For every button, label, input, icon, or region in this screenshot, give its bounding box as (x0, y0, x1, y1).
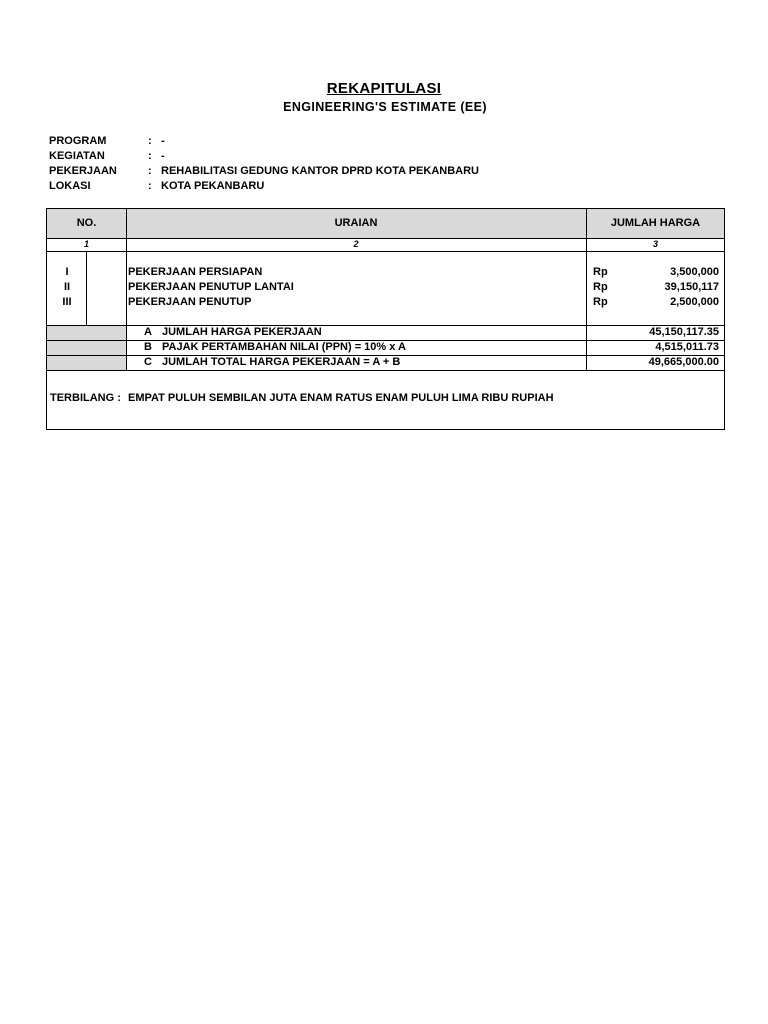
item-currency: Rp (593, 296, 608, 308)
totals-left-bg (47, 325, 126, 370)
info-row-lokasi (49, 179, 479, 194)
table-divider (47, 370, 724, 371)
column-divider (586, 209, 587, 370)
total-amount: 49,665,000.00 (648, 356, 719, 368)
info-value: REHABILITASI GEDUNG KANTOR DPRD KOTA PEKANBARU (161, 165, 479, 177)
table-divider (47, 340, 724, 341)
table-divider (47, 238, 724, 239)
info-colon: : (148, 165, 152, 177)
total-code: C (144, 356, 152, 368)
column-header-uraian: URAIAN (334, 217, 378, 229)
info-row-pekerjaan (49, 164, 479, 179)
column-header-no: NO. (76, 217, 97, 229)
terbilang-value: EMPAT PULUH SEMBILAN JUTA ENAM RATUS ENAM PULUH LIMA RIBU RUPIAH (128, 392, 554, 404)
info-label: PEKERJAAN (49, 165, 117, 177)
item-no: II (63, 281, 71, 293)
item-no: III (62, 296, 72, 308)
item-amount: 3,500,000 (670, 266, 719, 278)
info-label: LOKASI (49, 180, 91, 192)
total-label: JUMLAH TOTAL HARGA PEKERJAAN = A + B (162, 356, 401, 368)
info-colon: : (148, 180, 152, 192)
item-uraian: PEKERJAAN PERSIAPAN (128, 266, 263, 278)
info-row-kegiatan (49, 149, 479, 164)
item-currency: Rp (593, 281, 608, 293)
total-label: PAJAK PERTAMBAHAN NILAI (PPN) = 10% x A (162, 341, 406, 353)
table-divider (47, 251, 724, 252)
column-number: 1 (83, 239, 89, 249)
total-label: JUMLAH HARGA PEKERJAAN (162, 326, 322, 338)
info-value: - (161, 135, 165, 147)
item-amount: 2,500,000 (670, 296, 719, 308)
info-colon: : (148, 135, 152, 147)
table-divider (47, 355, 724, 356)
total-code: A (144, 326, 152, 338)
info-label: KEGIATAN (49, 150, 105, 162)
info-value: KOTA PEKANBARU (161, 180, 265, 192)
info-row-program (49, 134, 479, 149)
item-uraian: PEKERJAAN PENUTUP (128, 296, 252, 308)
item-amount: 39,150,117 (664, 281, 719, 293)
document-subtitle: ENGINEERING'S ESTIMATE (EE) (283, 100, 487, 114)
project-info (49, 134, 479, 194)
column-divider (126, 209, 127, 370)
total-code: B (144, 341, 152, 353)
total-amount: 4,515,011.73 (655, 341, 719, 353)
item-no: I (65, 266, 69, 278)
column-divider (86, 251, 87, 325)
info-label: PROGRAM (49, 135, 107, 147)
column-number: 3 (652, 239, 658, 249)
recap-table (46, 208, 725, 430)
table-divider (47, 325, 724, 326)
total-amount: 45,150,117.35 (649, 326, 719, 338)
item-uraian: PEKERJAAN PENUTUP LANTAI (128, 281, 294, 293)
item-currency: Rp (593, 266, 608, 278)
info-value: - (161, 150, 165, 162)
document-title: REKAPITULASI (326, 80, 442, 97)
terbilang-label: TERBILANG : (50, 392, 121, 404)
column-header-jumlah: JUMLAH HARGA (610, 217, 701, 229)
column-number: 2 (353, 239, 359, 249)
info-colon: : (148, 150, 152, 162)
